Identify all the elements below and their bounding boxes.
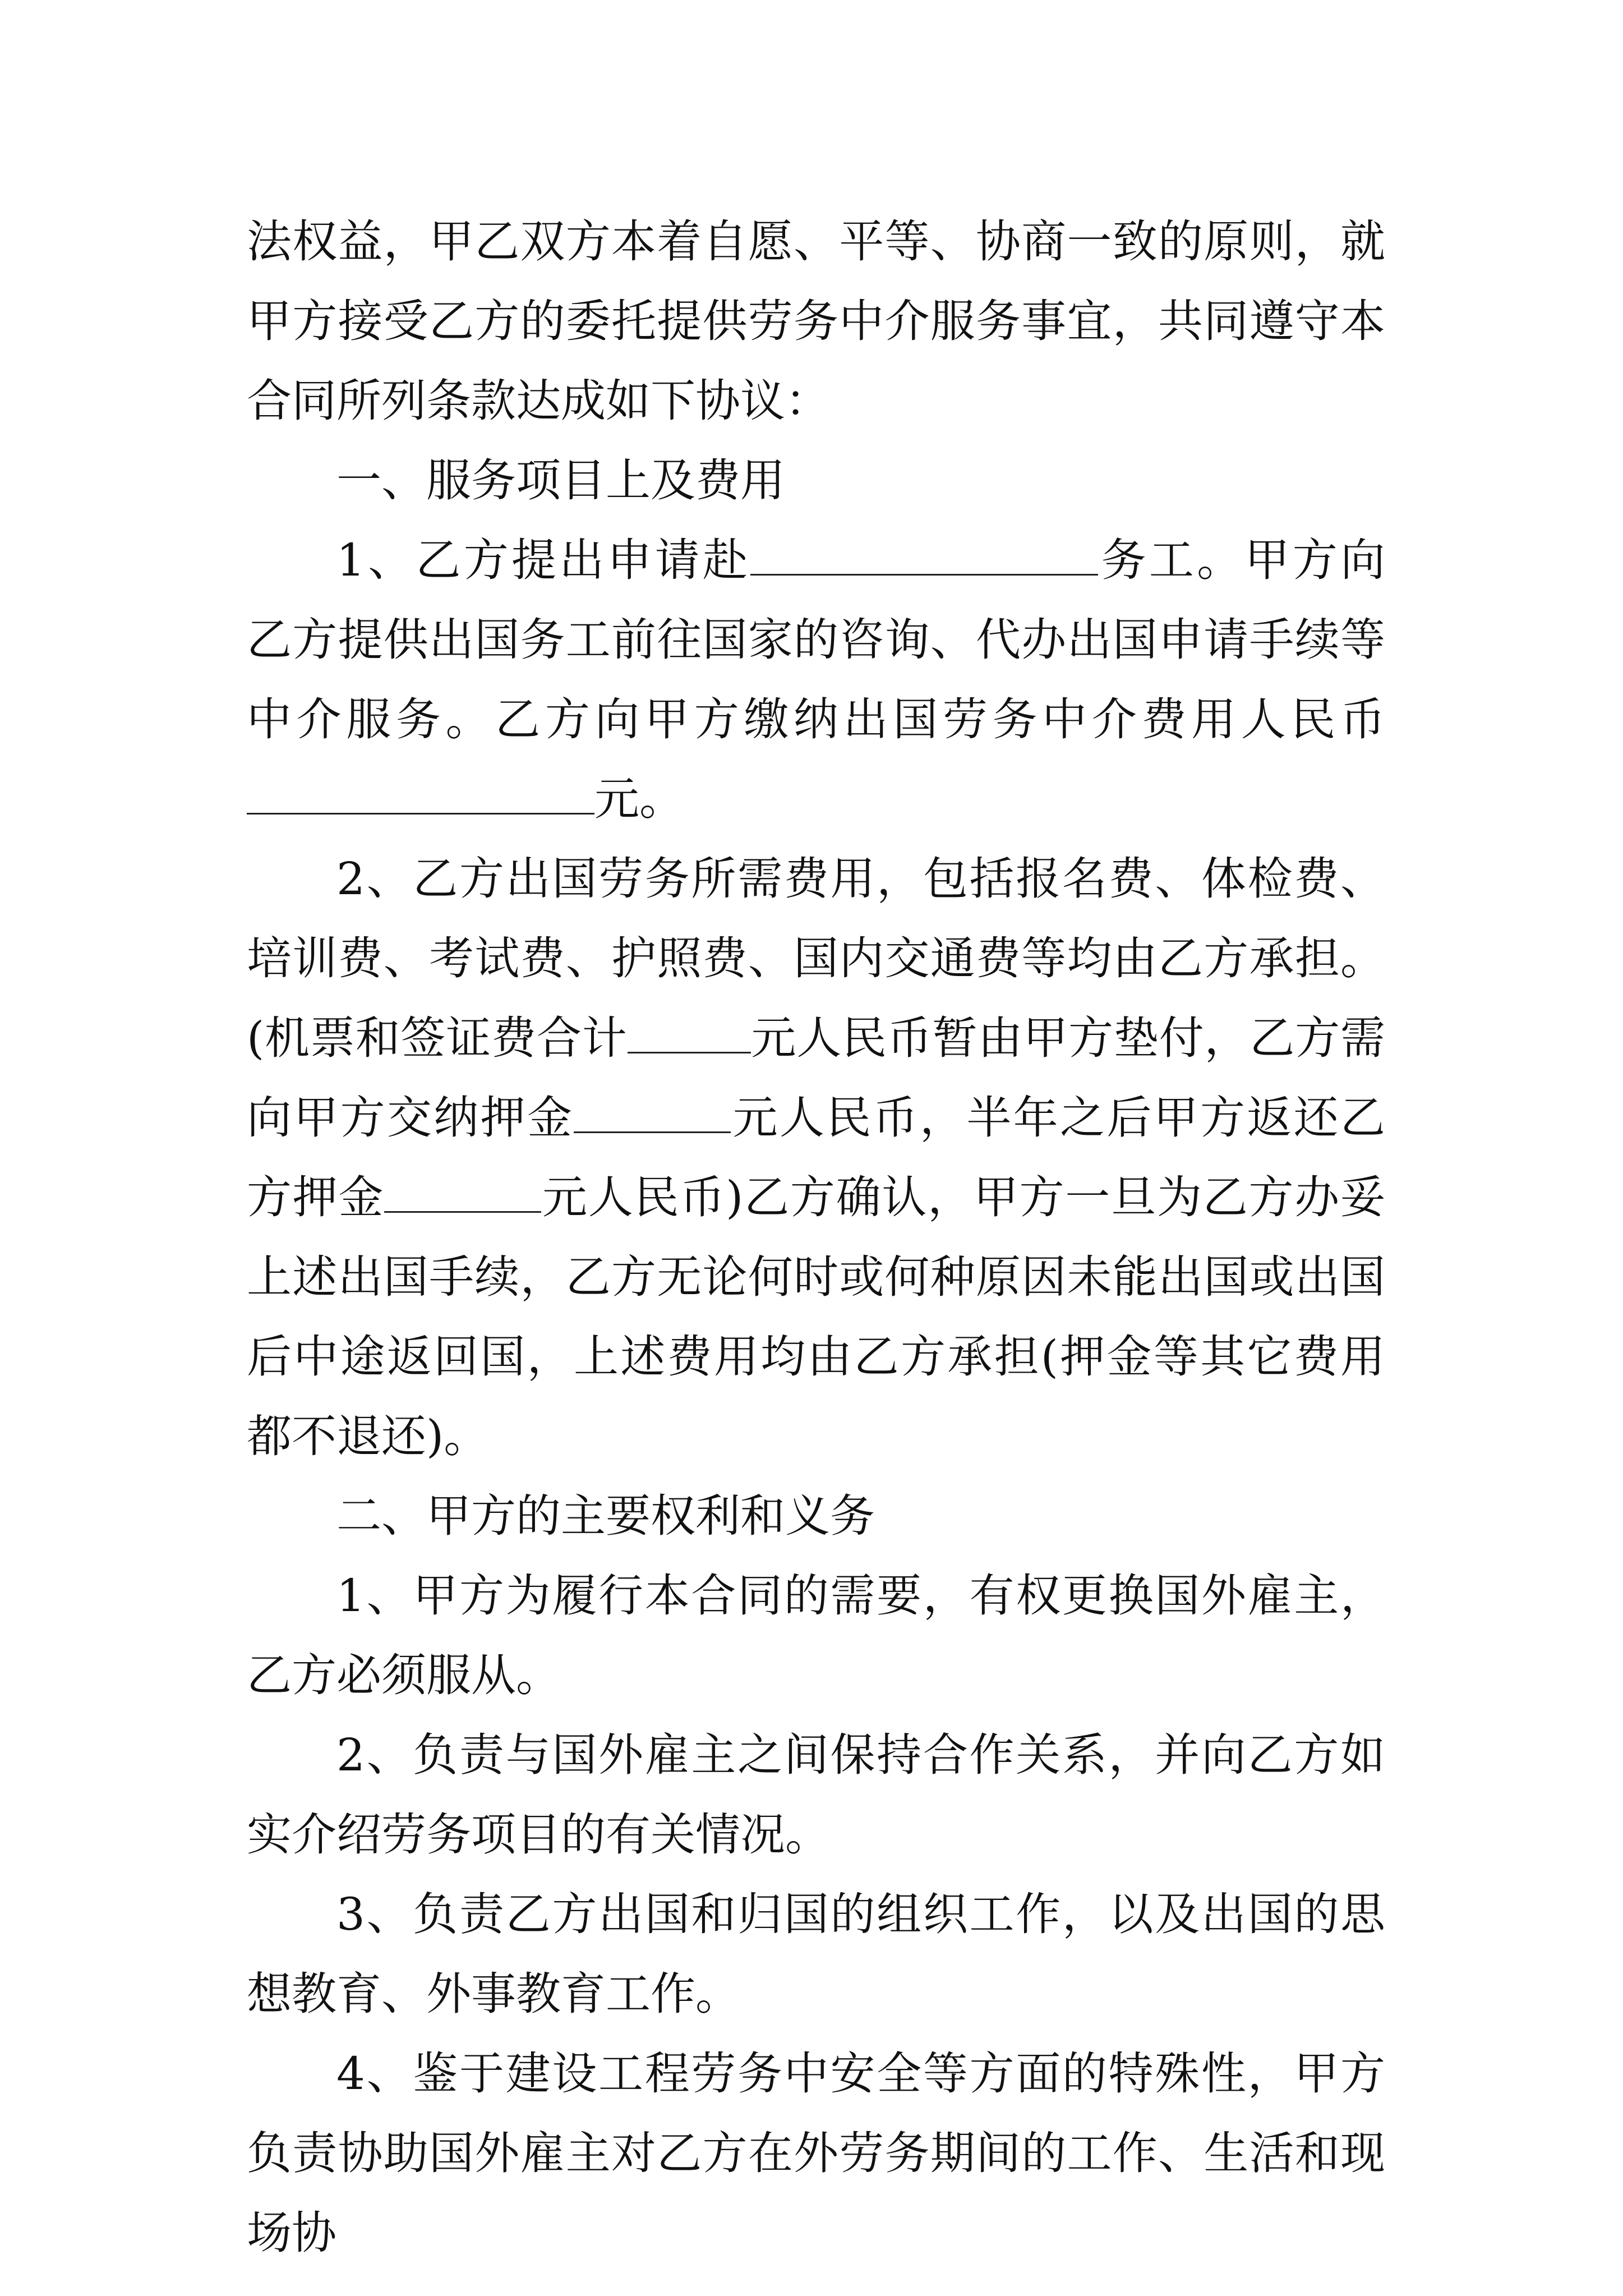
- fill-blank-destination: [750, 536, 1098, 576]
- clause-1-2-text-b: 元人民币暂由甲方垫付，乙方需向甲方交纳押金: [247, 1012, 1385, 1144]
- heading-section-2: [247, 1476, 1385, 1556]
- clause-1-2-text-c: 元人民币，半年之后甲方返还乙方押金: [247, 1092, 1386, 1223]
- clause-2-1: [247, 1556, 1385, 1715]
- clause-2-3-text: 3、负责乙方出国和归国的组织工作，以及出国的思想教育、外事教育工作。: [247, 1888, 1385, 2020]
- clause-1-2-text-d: 元人民币)乙方确认，甲方一旦为乙方办妥上述出国手续，乙方无论何时或何种原因未能出国或出国后中途返回国，上述费用均由乙方承担(押金等其它费用都不退还)。: [247, 1171, 1385, 1462]
- clause-1-1: [247, 521, 1385, 839]
- clause-1-2-text-a: 2、乙方出国劳务所需费用，包括报名费、体检费、培训费、考试费、护照费、国内交通费等均由乙方承担。(机票和签证费合计: [247, 853, 1385, 1064]
- clause-1-1-text-c: 元。: [594, 773, 684, 825]
- paragraph-intro-text: 法权益，甲乙双方本着自愿、平等、协商一致的原则，就甲方接受乙方的委托提供劳务中介服务事宜，共同遵守本合同所列条款达成如下协议：: [247, 215, 1385, 427]
- clause-2-1-text: 1、甲方为履行本合同的需要，有权更换国外雇主，乙方必须服从。: [247, 1570, 1385, 1701]
- fill-blank-fee-amount: [247, 775, 594, 815]
- fill-blank-deposit: [574, 1093, 731, 1133]
- clause-2-4: [247, 2034, 1385, 2273]
- fill-blank-deposit-return: [384, 1173, 541, 1213]
- heading-section-1-text: 一、服务项目上及费用: [336, 454, 785, 507]
- clause-1-2: [247, 839, 1385, 1476]
- heading-section-1: [247, 441, 1385, 521]
- clause-2-2-text: 2、负责与国外雇主之间保持合作关系，并向乙方如实介绍劳务项目的有关情况。: [247, 1729, 1385, 1861]
- document-body: [247, 202, 1385, 2273]
- fill-blank-ticket-visa-total: [628, 1014, 751, 1053]
- clause-2-2: [247, 1715, 1385, 1875]
- heading-section-2-text: 二、甲方的主要权利和义务: [336, 1490, 875, 1542]
- clause-1-1-text-a: 1、乙方提出申请赴: [336, 534, 751, 586]
- clause-2-4-text: 4、鉴于建设工程劳务中安全等方面的特殊性，甲方负责协助国外雇主对乙方在外劳务期间的工作、生活和现场协: [247, 2047, 1385, 2259]
- paragraph-intro: [247, 202, 1385, 441]
- clause-1-1-text-b: 务工。甲方向乙方提供出国务工前往国家的咨询、代办出国申请手续等中介服务。乙方向甲方缴纳出国劳务中介费用人民币: [247, 534, 1385, 746]
- clause-2-3: [247, 1875, 1385, 2034]
